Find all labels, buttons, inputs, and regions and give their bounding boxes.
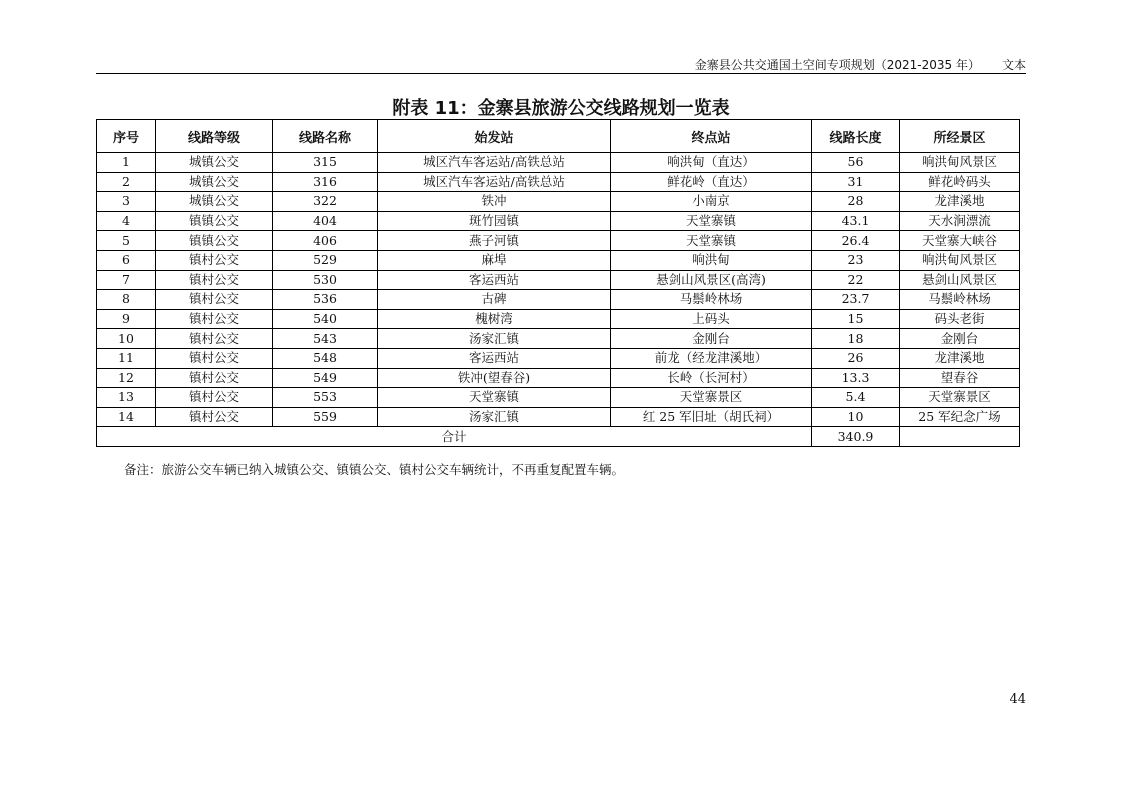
cell-index: 11	[97, 348, 156, 368]
cell-route-length: 28	[812, 192, 900, 212]
table-row	[97, 407, 1020, 427]
cell-terminus: 上码头	[611, 309, 812, 329]
cell-origin: 汤家汇镇	[378, 329, 611, 349]
cell-route-name: 553	[273, 388, 378, 408]
cell-index: 3	[97, 192, 156, 212]
cell-route-name: 530	[273, 270, 378, 290]
cell-terminus: 红 25 军旧址（胡氏祠）	[611, 407, 812, 427]
cell-scenic-area: 龙津溪地	[900, 192, 1020, 212]
cell-route-level: 城镇公交	[156, 172, 273, 192]
cell-route-length: 31	[812, 172, 900, 192]
header-rule	[96, 73, 1026, 74]
cell-origin: 麻埠	[378, 250, 611, 270]
column-header: 所经景区	[900, 120, 1020, 153]
cell-scenic-area: 响洪甸风景区	[900, 153, 1020, 173]
cell-route-length: 15	[812, 309, 900, 329]
cell-index: 13	[97, 388, 156, 408]
cell-route-length: 18	[812, 329, 900, 349]
running-header	[695, 56, 1026, 73]
cell-index: 14	[97, 407, 156, 427]
column-header: 线路名称	[273, 120, 378, 153]
cell-route-level: 城镇公交	[156, 192, 273, 212]
table-row	[97, 172, 1020, 192]
route-table	[96, 119, 1020, 447]
column-header: 序号	[97, 120, 156, 153]
cell-route-level: 镇村公交	[156, 270, 273, 290]
cell-route-level: 镇镇公交	[156, 211, 273, 231]
table-title: 附表 11：金寨县旅游公交线路规划一览表	[392, 98, 730, 119]
cell-scenic-area: 响洪甸风景区	[900, 250, 1020, 270]
cell-origin: 斑竹园镇	[378, 211, 611, 231]
cell-scenic-area: 金刚台	[900, 329, 1020, 349]
header-section: 文本	[1001, 58, 1026, 72]
table-row	[97, 153, 1020, 173]
cell-index: 4	[97, 211, 156, 231]
cell-index: 8	[97, 290, 156, 310]
cell-origin: 槐树湾	[378, 309, 611, 329]
cell-terminus: 鲜花岭（直达）	[611, 172, 812, 192]
table-row	[97, 211, 1020, 231]
cell-terminus: 响洪甸（直达）	[611, 153, 812, 173]
cell-route-level: 城镇公交	[156, 153, 273, 173]
cell-route-name: 404	[273, 211, 378, 231]
cell-index: 1	[97, 153, 156, 173]
cell-route-name: 529	[273, 250, 378, 270]
cell-route-level: 镇村公交	[156, 309, 273, 329]
cell-terminus: 小南京	[611, 192, 812, 212]
cell-origin: 汤家汇镇	[378, 407, 611, 427]
column-header: 始发站	[378, 120, 611, 153]
cell-route-level: 镇村公交	[156, 407, 273, 427]
cell-origin: 古碑	[378, 290, 611, 310]
cell-route-length: 26.4	[812, 231, 900, 251]
cell-scenic-area: 悬剑山风景区	[900, 270, 1020, 290]
cell-index: 10	[97, 329, 156, 349]
cell-route-length: 13.3	[812, 368, 900, 388]
table-row	[97, 270, 1020, 290]
cell-route-length: 10	[812, 407, 900, 427]
table-row	[97, 329, 1020, 349]
cell-route-length: 56	[812, 153, 900, 173]
cell-origin: 客运西站	[378, 348, 611, 368]
cell-index: 9	[97, 309, 156, 329]
cell-route-level: 镇镇公交	[156, 231, 273, 251]
cell-route-level: 镇村公交	[156, 329, 273, 349]
cell-route-name: 548	[273, 348, 378, 368]
cell-route-name: 316	[273, 172, 378, 192]
cell-origin: 客运西站	[378, 270, 611, 290]
cell-index: 7	[97, 270, 156, 290]
cell-route-length: 26	[812, 348, 900, 368]
cell-scenic-area: 码头老街	[900, 309, 1020, 329]
cell-origin: 城区汽车客运站/高铁总站	[378, 153, 611, 173]
table-row	[97, 348, 1020, 368]
cell-terminus: 响洪甸	[611, 250, 812, 270]
total-label: 合计	[97, 427, 812, 447]
cell-scenic-area: 鲜花岭码头	[900, 172, 1020, 192]
cell-route-name: 315	[273, 153, 378, 173]
cell-route-name: 559	[273, 407, 378, 427]
cell-scenic-area: 马鬃岭林场	[900, 290, 1020, 310]
table-row	[97, 231, 1020, 251]
cell-route-level: 镇村公交	[156, 368, 273, 388]
table-row	[97, 309, 1020, 329]
cell-terminus: 天堂寨镇	[611, 211, 812, 231]
table-body	[97, 153, 1020, 427]
cell-route-level: 镇村公交	[156, 250, 273, 270]
column-header: 线路长度	[812, 120, 900, 153]
cell-route-name: 536	[273, 290, 378, 310]
cell-scenic-area: 25 军纪念广场	[900, 407, 1020, 427]
cell-route-level: 镇村公交	[156, 388, 273, 408]
table-row	[97, 250, 1020, 270]
cell-terminus: 悬剑山风景区(高湾)	[611, 270, 812, 290]
cell-route-length: 22	[812, 270, 900, 290]
total-row	[97, 427, 1020, 447]
cell-terminus: 马鬃岭林场	[611, 290, 812, 310]
table-row	[97, 192, 1020, 212]
cell-route-length: 23	[812, 250, 900, 270]
cell-route-name: 540	[273, 309, 378, 329]
cell-route-name: 549	[273, 368, 378, 388]
table-row	[97, 388, 1020, 408]
cell-index: 2	[97, 172, 156, 192]
table-row	[97, 290, 1020, 310]
cell-route-name: 406	[273, 231, 378, 251]
column-header: 线路等级	[156, 120, 273, 153]
table-header-row	[97, 120, 1020, 153]
cell-terminus: 天堂寨景区	[611, 388, 812, 408]
cell-terminus: 天堂寨镇	[611, 231, 812, 251]
cell-terminus: 金刚台	[611, 329, 812, 349]
cell-index: 12	[97, 368, 156, 388]
cell-route-name: 543	[273, 329, 378, 349]
cell-route-length: 5.4	[812, 388, 900, 408]
cell-route-level: 镇村公交	[156, 348, 273, 368]
cell-origin: 铁冲	[378, 192, 611, 212]
cell-index: 6	[97, 250, 156, 270]
table-note: 备注：旅游公交车辆已纳入城镇公交、镇镇公交、镇村公交车辆统计，不再重复配置车辆。	[124, 462, 625, 477]
cell-scenic-area: 天堂寨景区	[900, 388, 1020, 408]
page-number: 44	[1009, 692, 1026, 707]
table-row	[97, 368, 1020, 388]
cell-route-length: 43.1	[812, 211, 900, 231]
cell-route-level: 镇村公交	[156, 290, 273, 310]
cell-route-name: 322	[273, 192, 378, 212]
total-length: 340.9	[812, 427, 900, 447]
cell-terminus: 长岭（长河村）	[611, 368, 812, 388]
cell-index: 5	[97, 231, 156, 251]
column-header: 终点站	[611, 120, 812, 153]
header-doc-title: 金寨县公共交通国土空间专项规划（2021-2035 年）	[694, 58, 980, 72]
cell-route-length: 23.7	[812, 290, 900, 310]
cell-origin: 城区汽车客运站/高铁总站	[378, 172, 611, 192]
cell-scenic-area: 天水涧漂流	[900, 211, 1020, 231]
total-scenic	[900, 427, 1020, 447]
cell-scenic-area: 天堂寨大峡谷	[900, 231, 1020, 251]
cell-scenic-area: 望春谷	[900, 368, 1020, 388]
cell-origin: 燕子河镇	[378, 231, 611, 251]
cell-origin: 天堂寨镇	[378, 388, 611, 408]
cell-origin: 铁冲(望春谷)	[378, 368, 611, 388]
cell-terminus: 前龙（经龙津溪地）	[611, 348, 812, 368]
cell-scenic-area: 龙津溪地	[900, 348, 1020, 368]
